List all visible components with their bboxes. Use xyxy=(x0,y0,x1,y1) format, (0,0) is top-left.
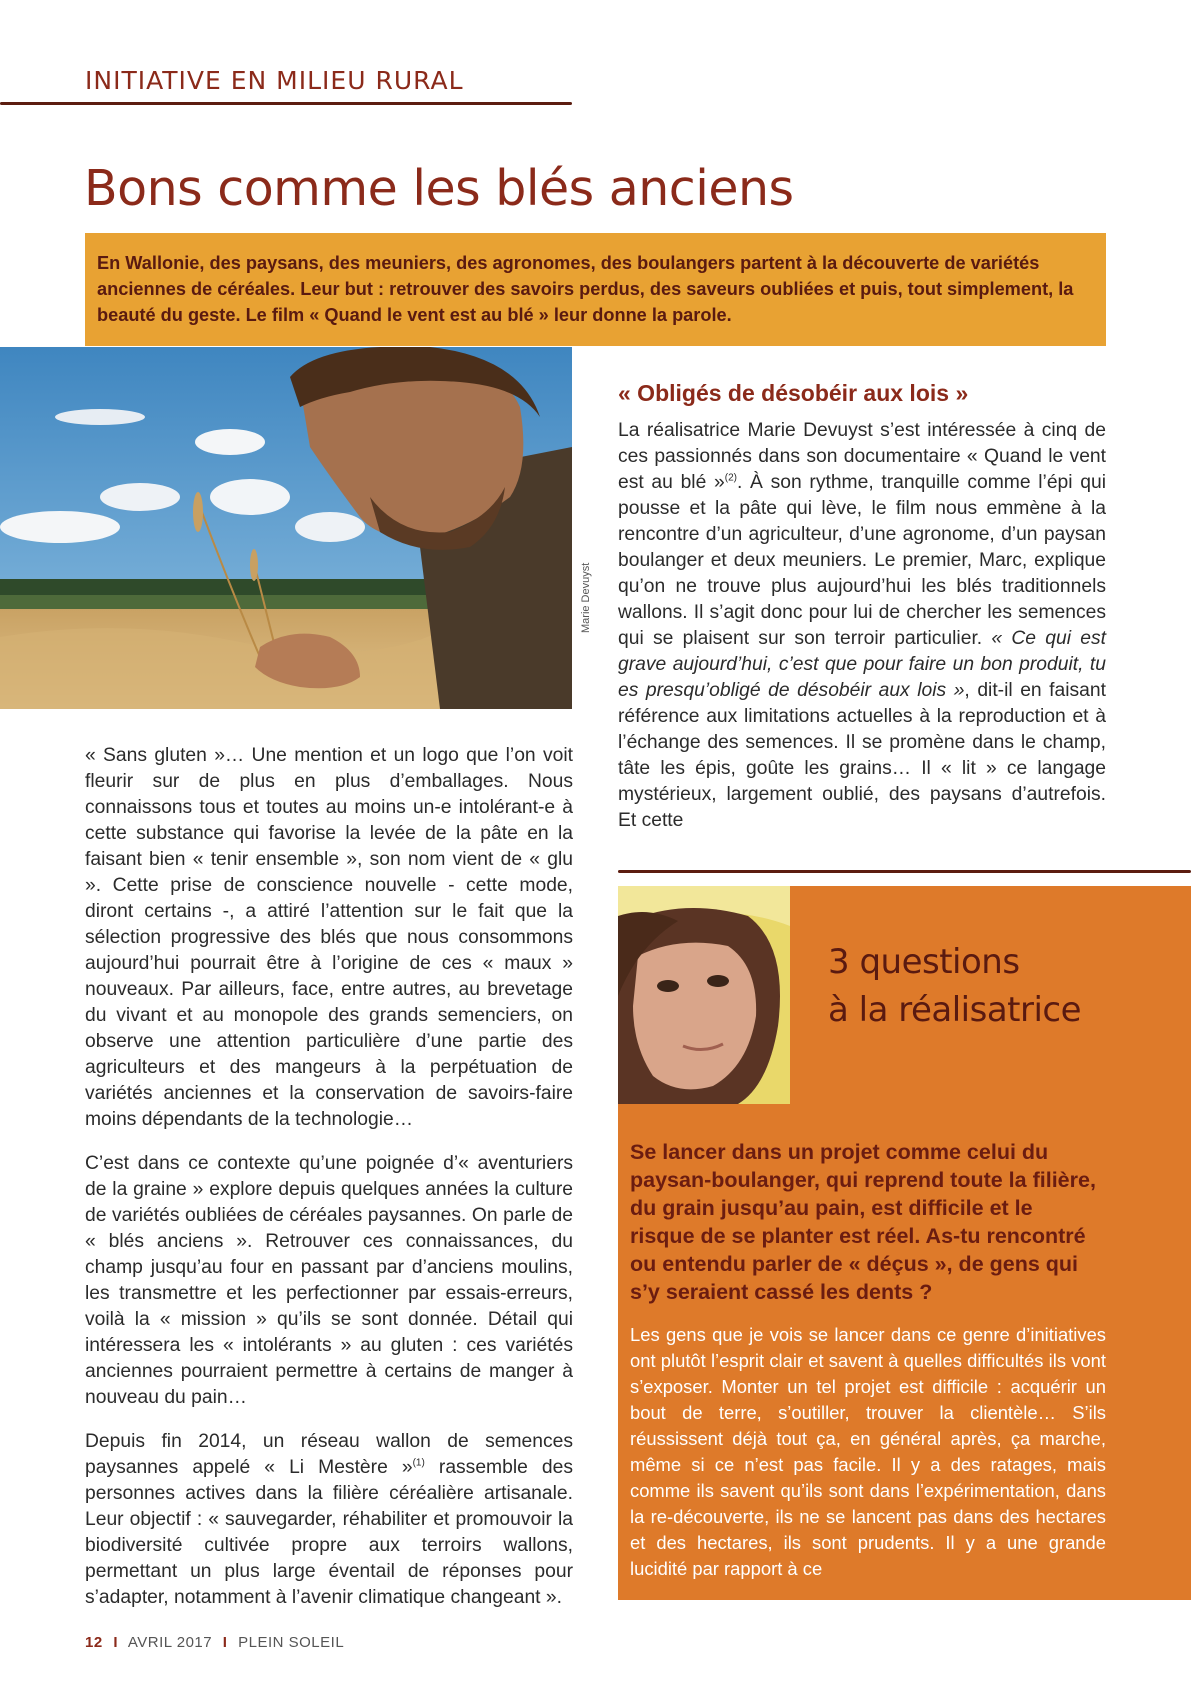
section-subhead: « Obligés de désobéir aux lois » xyxy=(618,380,969,406)
footnote-ref: (2) xyxy=(724,472,737,484)
quote: « Ce qui est grave aujourd’hui, c’est que pour faire un bon produit, tu es presqu’obligé de désobéir aux lois » xyxy=(618,628,1106,701)
interview-question: Se lancer dans un projet comme celui du paysan-boulanger, qui reprend toute la filière, du grain jusqu’au pain, est difficile et le risque de se planter est réel. As-tu rencontré ou entendu parler de « déçus », de gens qui s’y seraient cassé les dents ? xyxy=(630,1140,1096,1304)
interview-box xyxy=(618,886,1191,1600)
page-footer xyxy=(85,1634,344,1651)
right-column xyxy=(618,418,1106,834)
paragraph xyxy=(85,1429,573,1611)
paragraph-text: Depuis fin 2014, un réseau wallon de semences paysannes appelé « Li Mestère » xyxy=(85,1431,573,1478)
interview-answer: Les gens que je vois se lancer dans ce genre d’initiatives ont plutôt l’esprit clair et savent à quelles difficultés ils vont s’exposer. Monter un tel projet est difficile : acquérir un bout de terre, s’outiller, trouver la clientèle… S’ils réussissent déjà tout ça, en général après, ça marche, même si ce n’est pas facile. Il y a des ratages, mais comme ils savent qu’ils sont dans l’expérimentation, dans la re-découverte, ils ne se lancent pas dans des hectares et des hectares, ils sont prudents. Il y a une grande lucidité par rapport à ce xyxy=(630,1324,1106,1579)
issue-date: AVRIL 2017 xyxy=(127,1634,213,1651)
farmer-photo xyxy=(0,347,572,709)
paragraph-text: , dit-il en faisant référence aux limitations actuelles à la reproduction et à l’échange des semences. Il se promène dans le champ, tâte les épis, goûte les grains… Il « lit » ce langage mystérieux, largement oublié, des paysans d’autrefois. Et cette xyxy=(618,680,1106,831)
magazine-name: PLEIN SOLEIL xyxy=(238,1634,345,1651)
section-rubric: INITIATIVE EN MILIEU RURAL xyxy=(85,66,464,95)
left-column xyxy=(85,743,573,1629)
photo-credit: Marie Devuyst xyxy=(580,562,592,633)
box-title xyxy=(828,938,1081,1034)
paragraph-text: La réalisatrice Marie Devuyst s’est intéressée à cinq de ces passionnés dans son documentaire « Quand le vent est au blé » xyxy=(618,420,1106,493)
paragraph: C’est dans ce contexte qu’une poignée d’« aventuriers de la graine » explore depuis quelques années la culture de variétés oubliées de céréales paysannes. On parle de « blés anciens ». Retrouver ces connaissances, du champ jusqu’au four en passant par d’anciens moulins, les transmettre et les perfectionner par essais-erreurs, voilà la « mission » qu’ils se sont donnée. Détail qui intéressera les « intolérants » au gluten : ces variétés anciennes pourraient permettre à certains de manger à nouveau du pain… xyxy=(85,1153,573,1408)
paragraph-text: rassemble des personnes actives dans la filière céréalière artisanale. Leur objectif : « sauvegarder, réhabiliter et promouvoir la biodiversité cultivée propre aux terroirs wallons, permettant un plus large éventail de réponses pour s’adapter, notamment à l’avenir climatique changeant ». xyxy=(85,1457,573,1608)
paragraph xyxy=(618,418,1106,834)
portrait-illustration xyxy=(618,886,790,1104)
box-title-line: à la réalisatrice xyxy=(828,990,1082,1030)
article-lead: En Wallonie, des paysans, des meuniers, des agronomes, des boulangers partent à la découverte de variétés anciennes de céréales. Leur but : retrouver des savoirs perdus, des saveurs oubliées et puis, tout simplement, la beauté du geste. Le film « Quand le vent est au blé » leur donne la parole. xyxy=(85,233,1106,346)
box-divider xyxy=(618,870,1191,873)
farmer-wheat-illustration xyxy=(0,347,572,709)
box-title-line: 3 questions xyxy=(828,942,1020,982)
footer-separator: I xyxy=(222,1634,228,1651)
article-title: Bons comme les blés anciens xyxy=(84,160,794,217)
page-number: 12 xyxy=(85,1634,103,1651)
footnote-ref: (1) xyxy=(412,1457,425,1469)
footer-separator: I xyxy=(113,1634,119,1651)
paragraph-text: . À son rythme, tranquille comme l’épi qui pousse et la pâte qui lève, le film nous emmène à la rencontre d’un agriculteur, d’une agronome, d’un paysan boulanger et deux meuniers. Le premier, Marc, explique qu’on ne trouve plus aujourd’hui les blés traditionnels wallons. Il s’agit donc pour lui de chercher les semences qui se plaisent sur son terroir particulier. xyxy=(618,472,1106,649)
director-portrait xyxy=(618,886,790,1104)
paragraph: « Sans gluten »… Une mention et un logo que l’on voit fleurir sur de plus en plus d’emballages. Nous connaissons tous et toutes au moins un-e intolérant-e à cette substance qui favorise la levée de la pâte en la faisant bien « tenir ensemble », son nom vient de « glu ». Cette prise de conscience nouvelle - cette mode, diront certains -, a attiré l’attention sur le fait que la sélection progressive des blés que nous consommons aujourd’hui pourrait être à l’origine de ces « maux » nouveaux. Par ailleurs, face, entre autres, au brevetage du vivant et au monopole des grands semenciers, on observe une attention particulière d’une partie des agriculteurs et des mangeurs à la perpétuation de variétés anciennes et la conservation de savoirs-faire moins dépendants de la technologie… xyxy=(85,745,573,1130)
top-divider xyxy=(0,102,572,105)
